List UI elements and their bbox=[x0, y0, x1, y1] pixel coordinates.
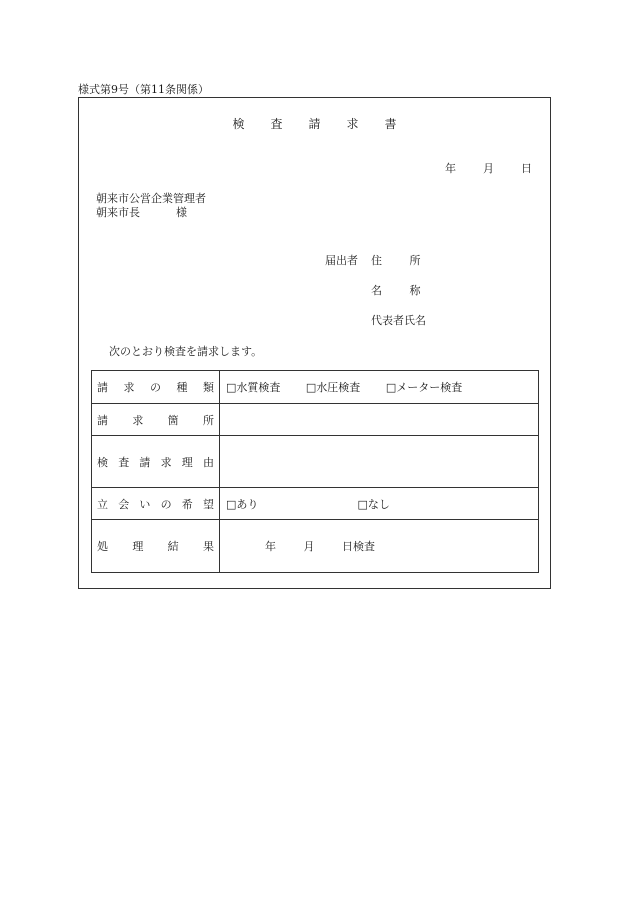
row-label-request-reason: 検 査 請 求 理 由 bbox=[92, 436, 220, 488]
result-month: 月 bbox=[303, 540, 315, 553]
table-row bbox=[92, 520, 539, 573]
request-location-field[interactable] bbox=[220, 404, 539, 436]
result-year: 年 bbox=[265, 540, 276, 553]
title-char: 検 bbox=[232, 117, 245, 131]
table-row bbox=[92, 371, 539, 404]
form-frame bbox=[78, 97, 551, 589]
request-reason-field[interactable] bbox=[220, 436, 539, 488]
applicant-label: 届出者 bbox=[325, 254, 358, 267]
date-year: 年 bbox=[445, 162, 456, 175]
result-day-inspection: 日検査 bbox=[342, 540, 375, 553]
title-char: 査 bbox=[270, 117, 283, 131]
row-label-request-type: 請 求 の 種 類 bbox=[92, 371, 220, 404]
attendance-no-checkbox[interactable]: □なし bbox=[357, 497, 390, 511]
result-field bbox=[220, 520, 539, 573]
row-label-request-location: 請 求 箇 所 bbox=[92, 404, 220, 436]
date-day: 日 bbox=[521, 162, 532, 175]
intro-text: 次のとおり検査を請求します。 bbox=[109, 345, 263, 358]
addressee-honorific: 様 bbox=[176, 206, 187, 219]
row-label-result: 処 理 結 果 bbox=[92, 520, 220, 573]
title-char: 請 bbox=[308, 117, 321, 131]
request-table bbox=[91, 370, 539, 573]
meter-inspection-checkbox[interactable]: □メーター検査 bbox=[385, 381, 463, 394]
attendance-options bbox=[220, 488, 539, 520]
addressee-line2: 朝来市長 bbox=[96, 206, 140, 219]
addressee bbox=[96, 192, 206, 220]
addressee-line1: 朝来市公営企業管理者 bbox=[96, 192, 206, 205]
table-row bbox=[92, 404, 539, 436]
representative-label: 代表者氏名 bbox=[371, 314, 426, 327]
title-char: 書 bbox=[384, 117, 397, 131]
address-label: 住 所 bbox=[371, 254, 433, 267]
request-type-options bbox=[220, 371, 539, 404]
form-number: 様式第9号（第11条関係） bbox=[78, 83, 209, 96]
water-pressure-checkbox[interactable]: □水圧検査 bbox=[305, 381, 361, 394]
attendance-yes-checkbox[interactable]: □あり bbox=[226, 497, 259, 511]
title-char: 求 bbox=[346, 117, 359, 131]
name-label: 名 称 bbox=[371, 284, 433, 297]
row-label-attendance: 立 会 い の 希 望 bbox=[92, 488, 220, 520]
date-month: 月 bbox=[483, 162, 494, 175]
table-row bbox=[92, 488, 539, 520]
table-row bbox=[92, 436, 539, 488]
date-line bbox=[445, 160, 532, 176]
water-quality-checkbox[interactable]: □水質検査 bbox=[226, 381, 281, 394]
document-title bbox=[79, 115, 550, 132]
